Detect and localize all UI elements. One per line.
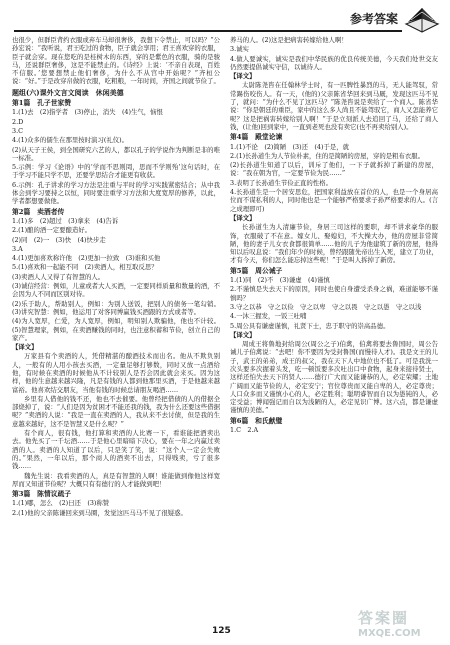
answer-line: 1.(1)同 (2)不 (3)谦虚 (4)谨慎 [230, 276, 330, 285]
answer-line: 1.(1)不论 (2)简陋 (3)还 (4)于是，就 [230, 142, 349, 151]
answer-line: 2.不谨慎是失去天下的原因，同时也使自身遭受杀身之祸，难道能够不谨慎吗？ [230, 285, 438, 302]
answer-line: 1.(1)多 (2)超过 (3)拿来 (4)告诉 [12, 216, 119, 225]
answer-line: 5.周公具有谦虚谨慎，礼贤下士，忠于职守的崇高品德。 [230, 321, 390, 330]
translation-tag: 【译文】 [230, 213, 256, 222]
answer-line: (2)长孙道生知道了以后，训斥了他们，一下子就拆掉了新建的房屋，说：“我在朝为官，一定要节俭为民……” [230, 161, 438, 178]
answer-line: (2)从天子王侯，到全国研究六艺的人，都以孔子的学说作为判断是非的唯一标准。 [12, 145, 220, 162]
answer-line: 太尉陈尧咨在任翰林学士时，有一匹脾性暴烈的马，无人能驾驭，常常踢伤咬伤人。有一天，(他的)父亲陈省华回来到马厩，发现这匹马不见了，就问：“为什么不见了这匹马？”陈尧咨说是卖给了一个商人。陈省华说：“你是朝廷的重臣，家中的这么多人尚且不能驾驭它，商人又怎能养它呢？这是把祸害转嫁给别人啊！”于是立刻派人去追回了马，还给了商人钱，(让他)回到家中，一直到老死也没有卖它(也不再卖给别人)。 [230, 81, 438, 131]
answer-line: (2)同 (2)一 (3)快 (4)快步走 [12, 235, 106, 244]
section-heading: 第4篇 殿堂论谏 [230, 133, 283, 142]
answer-line: 1.C 2.A [230, 426, 259, 435]
translation-tag: 【译文】 [12, 343, 38, 352]
answer-line: (3)卖酒人人又得了有智慧的人。 [12, 272, 105, 281]
section-heading: 第3篇 陈情议疏子 [12, 490, 72, 499]
answer-line: (2)乐于助人，帮助别人，例如：为别人送饭，把别人的债务一笔勾销。(3)讲究智慧：例如，他运用了对客同博赢钱买酒跟的方式或者等。 [12, 299, 220, 316]
answer-line: 1.(1)去 (2)指学者 (3)停止，消失 (4)生气，恼恨 [12, 108, 163, 117]
answer-line: 2.D [12, 117, 24, 126]
answer-line: 3.C [12, 126, 23, 135]
section-heading: 第5篇 周公诫子 [230, 266, 283, 275]
open-book-icon [402, 2, 442, 34]
answer-line: 6.示例：孔子讲求的学习方法是注重与平时的学习实践紧密结合；从中我体会到学习要持之以恒，同时要注重学习方法和大度宽厚的修养，以此，学者都想要做他。 [12, 180, 220, 206]
answer-line: 5.示例：学习《论语》中的‘学而不思则罔，思而不学则殆’这句话时，在于学习不能只学不思，还要学思结合才能更有收获。 [12, 163, 220, 180]
unit-heading: 题组(六)课外文言文阅读 休闲美德 [12, 87, 124, 97]
answer-line: 乡里有人借他的钱不还，他也不去催要。他曾经把借债的人的借据全部烧掉了，说：“人们是因为贫困才不能还我的钱，我为什么还要这些借据呢？”卖酒的人说：“我是一直在卖酒的人，我从来不去讨债，但是我的生意越来越好，这不是智慧又是什么呢？” [12, 394, 220, 428]
section-heading: 第6篇 和氏献璧 [230, 416, 283, 425]
answer-line: 周成王将鲁地封给周公(周公之子)伯禽，伯禽将要去鲁国时，周公告诫儿子伯禽说：“去吧！你不要因为受封鲁国(而慢待人才)。我是文王的儿子，武王的弟弟，成王的叔父，我在天下人中地位也不低了。可是我洗一次头要多次握着头发，吃一顿饭要多次吐出口中食物，起身来接待贤士，这样还怕失去天下的贤人……德行广大而又能谦恭的人，必定荣耀；土地广阔而又能节俭的人，必定安宁；官位尊贵而又能自卑的人，必定尊贵；人口众多而又谨慎小心的人，必定胜利；聪明睿智而自以为愚钝的人，必定受益；博闻强记而自以为浅陋的人，必定见识广博。这六点，都是谦虚谨慎的美德。” [230, 340, 438, 415]
section-heading: 第1篇 孔子世家赞 [12, 99, 72, 108]
translation-tag: 【译文】 [230, 72, 256, 81]
answer-line: 4.一沐三握发，一饭三吐哺 [230, 312, 307, 321]
answer-line: 有个商人，很有钱，他打算和卖酒的人比赛一下，看谁能把酒卖出去。他先买了一千坛酒……于是他心里暗暗下决心，要在一年之内赢过卖酒的人。卖酒的人知道了以后，只是笑了笑，说：“这个人一定会失败的。”果然，一年以后，那个商人的酒卖不出去，只得贱卖，亏了很多钱…… [12, 429, 220, 471]
header-rule [14, 30, 402, 32]
answer-line: (4)为人宽厚，仁爱，为人宽厚，例如，明知别人欺骗他，他也不计较。(5)智慧理家，例如，在卖酒赚钱的同时，也注意积蓄和节俭，创立自己的家产。 [12, 317, 220, 342]
answer-line: 4.(1)众多的儒生在那里按时演习(礼仪)。 [12, 136, 128, 145]
answer-line: 4.长孙道生是一个居安思危，把国家利益放在首位的人，也是一个身居高位而不谋私利的人，同时他也是一个能够严格要求子孙严格要求的人。(言之成理即可) [230, 188, 438, 213]
answer-line: 4.(1)更加喜欢称许他 (2)更加一拉致 (3)谁和买他 [12, 254, 161, 263]
section-heading: 第2篇 卖酒者传 [12, 207, 65, 216]
answer-line: 2.(1)长孙道生为人节俭朴素，住的是简陋的房屋，穿的是粗布衣服。 [230, 151, 425, 160]
answer-line: 2.(1)酿的酒一定要酿造好。 [12, 226, 92, 235]
answer-line: 养马的人。(2)这是把病害转嫁给他人啊！ [230, 36, 348, 44]
answer-line: (3)诚信经营：例如，儿童或者大人买酒，一定要同样质量和数量的酒，不会因为人不同而区别对待。 [12, 282, 220, 299]
watermark-url: MXQE.COM [358, 628, 421, 639]
answer-line: 魏先生说：我看卖酒的人，真是有智慧的人啊！谁能做到像他这样宽厚而又知道节俭呢？大概只有有德行的人才能做到吧！ [12, 471, 220, 488]
answer-line: 3.守之以恭 守之以俭 守之以卑 守之以畏 守之以愚 守之以浅 [230, 302, 422, 311]
page-header [0, 0, 450, 34]
watermark [358, 607, 444, 641]
watermark-logo: 答案圈 [358, 609, 410, 627]
answer-line: 4.做人要诚实，诚实是我们中华民族的优良传统美德，今天我们处世交友仍然要提倡诚实守信，以诚待人。 [230, 54, 438, 71]
answer-line: 2.(1)他的父亲陈谦回来到马圈，发觉这匹马马不见了很疑惑。 [12, 508, 187, 517]
answer-line: 3.A [12, 244, 23, 253]
translation-tag: 【译文】 [230, 330, 256, 339]
right-column [230, 36, 438, 435]
left-column [12, 36, 220, 518]
answer-line: 3.诚实 [230, 45, 249, 54]
answer-line: 3.表明了长孙道生节俭正直的性格。 [230, 178, 332, 187]
answer-line: 万家县有个卖酒的人，凭借精湛的酿酒技术而出名。他从不欺负别人，一般有的人用小孩去买酒，一定量足够打够数，同时又放一点酒给他，有时候在卖酒的时候他从不计较别人是否会因此就会来买。因为这样，他的生意越来越兴隆，凡是有钱的人都到他那里买酒，于是他越来越富裕。他喜欢结交朋友，当他有钱的时候总请朋友喝酒…… [12, 352, 220, 394]
answer-line: 也很少，但群臣背约衣服或弃车马却很奢侈，我想下令禁止，可以吗？”公孙宏说：“我听说，君王吃过的食物，臣子就会享用；君王喜欢穿的衣服，臣子就会穿。现在您吃的是桂树木的东西，穿的是紫色的衣服，骑的是骏马，还说群臣奢侈，这是不能禁止的。《诗经》上说：‘不亲自表现，百姓不信服。’您要想禁止他们奢侈，为什么不从宫中开始呢？”齐桓公说：“好。”于是改穿帛做的衣服，吃粗粮，一年时间，齐国之间就节俭了。 [12, 36, 220, 86]
answer-line: 长孙道生为人清廉节俭，身居三司这样的要职，却不讲求豪华的服饰，衣服破了不在意。嫁女儿、娶媳妇，不大操大办，他的房屋非常简陋，他的妻子儿女衣食都很简单……他的儿子为他建筑了新的房屋，他得知以后叹息说：“我们年少的时候，曾经跟随先帝出生入死，建立了功业，才有今天，你们怎么能忘掉这些呢！”于是叫人拆掉了新房。 [230, 223, 438, 265]
answer-line: 1.(1)哪，怎么 (2)曰还 (3)称赞 [12, 499, 110, 508]
page-number: 125 [212, 626, 231, 636]
header-title: 参考答案 [349, 12, 398, 26]
answer-line: 5.(1)喜欢和一起能不同 (2)卖酒人，相互取反思？ [12, 263, 158, 272]
